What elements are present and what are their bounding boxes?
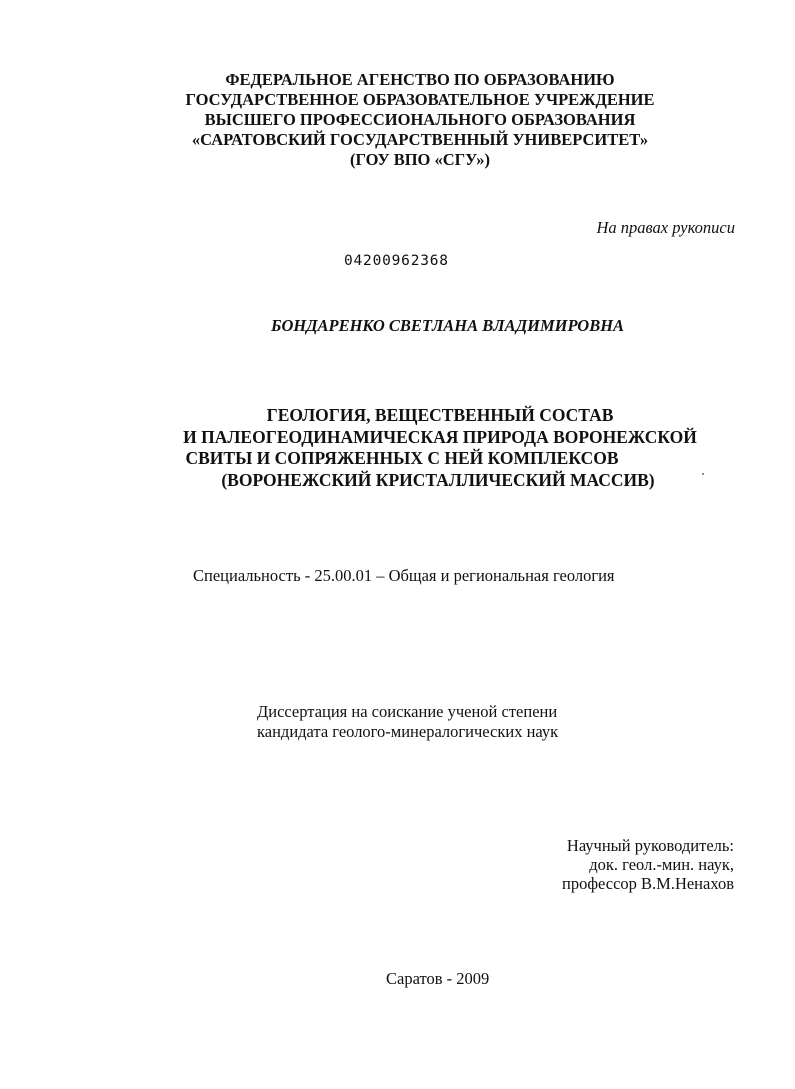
organization-header: [0, 70, 795, 170]
advisor-name: профессор В.М.Ненахов: [561, 874, 734, 893]
advisor-label: Научный руководитель:: [566, 836, 734, 855]
org-line-agency: ФЕДЕРАЛЬНОЕ АГЕНСТВО ПО ОБРАЗОВАНИЮ: [225, 70, 615, 89]
city-year: Саратов - 2009: [386, 969, 490, 988]
advisor-degree: док. геол.-мин. наук,: [589, 855, 734, 874]
scan-speck: [702, 473, 704, 475]
title-line: СВИТЫ И СОПРЯЖЕННЫХ С НЕЙ КОМПЛЕКСОВ: [185, 448, 619, 468]
scientific-advisor: [562, 836, 734, 893]
title-line: ГЕОЛОГИЯ, ВЕЩЕСТВЕННЫЙ СОСТАВ: [266, 405, 614, 425]
degree-statement: [257, 702, 558, 742]
title-line: И ПАЛЕОГЕОДИНАМИЧЕСКАЯ ПРИРОДА ВОРОНЕЖСКОЙ: [183, 426, 697, 447]
org-line-institution-type: ГОСУДАРСТВЕННОЕ ОБРАЗОВАТЕЛЬНОЕ УЧРЕЖДЕНИЕ: [185, 90, 655, 109]
degree-line: Диссертация на соискание ученой степени: [257, 702, 558, 721]
catalog-number: 04200962368: [344, 253, 449, 269]
specialty-line: Специальность - 25.00.01 – Общая и региональная геология: [193, 566, 615, 585]
rights-note: На правах рукописи: [596, 218, 735, 237]
org-line-education-level: ВЫСШЕГО ПРОФЕССИОНАЛЬНОГО ОБРАЗОВАНИЯ: [204, 110, 636, 129]
degree-line: кандидата геолого-минералогических наук: [257, 722, 559, 741]
dissertation-title: [0, 405, 795, 491]
author-name: БОНДАРЕНКО СВЕТЛАНА ВЛАДИМИРОВНА: [271, 316, 625, 335]
title-line: (ВОРОНЕЖСКИЙ КРИСТАЛЛИЧЕСКИЙ МАССИВ): [221, 469, 655, 490]
org-line-university: «САРАТОВСКИЙ ГОСУДАРСТВЕННЫЙ УНИВЕРСИТЕТ»: [191, 130, 649, 149]
org-line-abbreviation: (ГОУ ВПО «СГУ»): [349, 150, 490, 169]
